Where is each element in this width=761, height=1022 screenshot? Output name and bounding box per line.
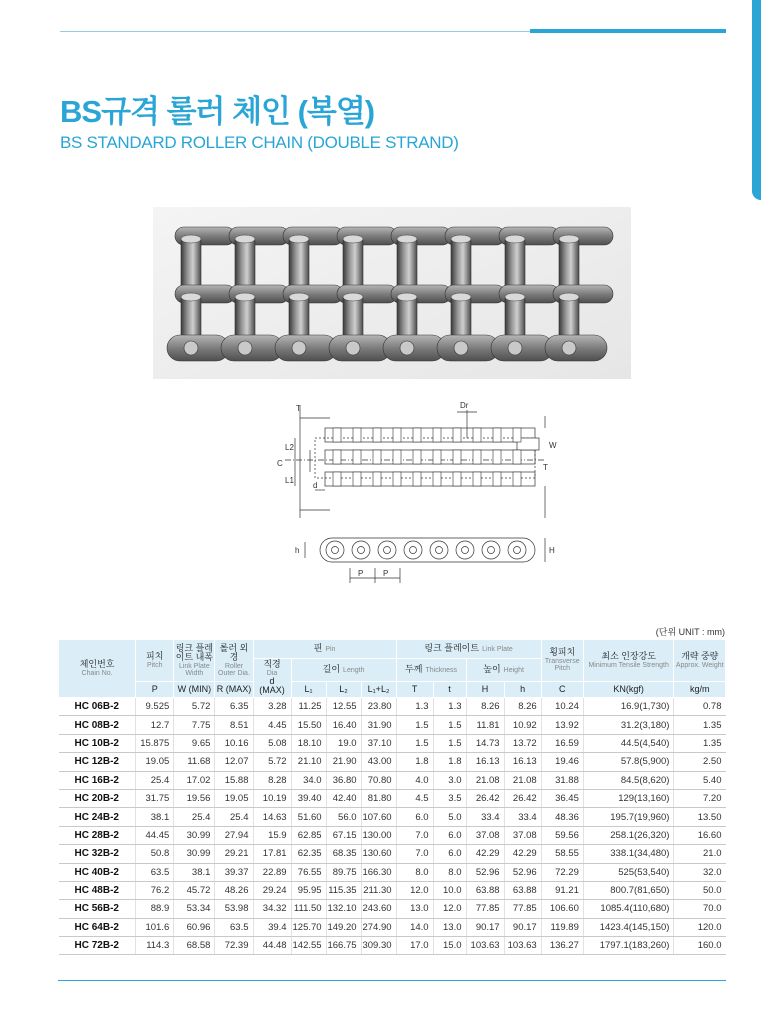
table-cell: 34.0 [291,771,326,789]
table-cell: 15.88 [215,771,253,789]
chain-no-cell: HC 72B-2 [59,937,136,955]
table-cell: 13.0 [396,900,433,918]
drawing-label-w: W [549,441,557,450]
table-cell: 107.60 [361,808,396,826]
chain-no-cell: HC 28B-2 [59,826,136,844]
table-cell: 39.40 [291,789,326,807]
table-row [59,918,726,936]
table-cell: 15.9 [253,826,291,844]
col-header-pitch-sym: P [136,682,174,698]
table-cell: 9.65 [174,734,215,752]
table-cell: 8.26 [466,698,504,716]
chain-no-cell: HC 56B-2 [59,900,136,918]
table-cell: 30.99 [174,845,215,863]
drawing-label-d: d [313,481,318,490]
drawing-label-h-small: h [295,546,300,555]
table-cell: 89.75 [326,863,361,881]
table-cell: 18.10 [291,734,326,752]
table-cell: 1.8 [433,753,466,771]
table-cell: 30.99 [174,826,215,844]
page-title-english: BS STANDARD ROLLER CHAIN (DOUBLE STRAND) [60,133,459,152]
table-cell: 1.35 [674,734,726,752]
col-header-pin-dia: 직경 Dia d (MAX) [253,659,291,698]
table-cell: 4.45 [253,716,291,734]
col-header-weight-sym: kg/m [674,682,726,698]
table-cell: 57.8(5,900) [583,753,674,771]
col-header-pin-length: 길이 Length [291,659,396,682]
side-tab-marker [752,0,761,200]
drawing-label-p2: P [383,569,389,578]
table-cell: 5.08 [253,734,291,752]
table-cell: 7.75 [174,716,215,734]
table-cell: 9.525 [136,698,174,716]
table-cell: 8.28 [253,771,291,789]
table-cell: 15.875 [136,734,174,752]
table-cell: 309.30 [361,937,396,955]
table-row [59,900,726,918]
drawing-label-l2: L2 [285,443,294,452]
table-row [59,771,726,789]
col-header-thickness: 두께 Thickness [396,659,466,682]
col-header-pitch: 피치 Pitch [136,640,174,682]
table-cell: 525(53,540) [583,863,674,881]
table-cell: 21.10 [291,753,326,771]
drawing-label-t-bottom: T [543,463,548,472]
table-cell: 76.2 [136,881,174,899]
chain-no-cell: HC 48B-2 [59,881,136,899]
col-header-H: H [466,682,504,698]
table-cell: 6.0 [433,826,466,844]
table-cell: 12.07 [215,753,253,771]
col-header-t: t [433,682,466,698]
unit-note: (단위 UNIT : mm) [655,627,725,637]
table-cell: 14.73 [466,734,504,752]
table-cell: 37.08 [466,826,504,844]
page-title-korean: BS규격 롤러 체인 (복열) [60,94,375,129]
table-cell: 12.7 [136,716,174,734]
table-cell: 63.88 [466,881,504,899]
table-cell: 29.24 [253,881,291,899]
table-bottom-rule [58,980,726,981]
table-cell: 62.35 [291,845,326,863]
table-cell: 52.96 [504,863,541,881]
chain-no-cell: HC 64B-2 [59,918,136,936]
header-rule [60,31,530,32]
table-cell: 38.1 [136,808,174,826]
table-cell: 4.0 [396,771,433,789]
table-cell: 1.3 [396,698,433,716]
table-cell: 56.0 [326,808,361,826]
table-cell: 103.63 [466,937,504,955]
table-cell: 3.28 [253,698,291,716]
table-cell: 338.1(34,480) [583,845,674,863]
table-cell: 45.72 [174,881,215,899]
chain-no-cell: HC 08B-2 [59,716,136,734]
table-cell: 68.58 [174,937,215,955]
table-cell: 63.5 [136,863,174,881]
table-cell: 53.34 [174,900,215,918]
table-cell: 90.17 [504,918,541,936]
col-header-width-sym: W (MIN) [174,682,215,698]
table-cell: 8.26 [504,698,541,716]
table-row [59,845,726,863]
drawing-label-c: C [277,459,283,468]
table-cell: 26.42 [504,789,541,807]
table-cell: 1.35 [674,716,726,734]
chain-no-cell: HC 12B-2 [59,753,136,771]
table-cell: 5.40 [674,771,726,789]
table-cell: 48.26 [215,881,253,899]
table-cell: 114.3 [136,937,174,955]
chain-photo [153,207,631,379]
table-row [59,753,726,771]
table-cell: 50.0 [674,881,726,899]
table-cell: 10.24 [541,698,583,716]
table-row [59,863,726,881]
table-cell: 16.9(1,730) [583,698,674,716]
table-cell: 11.25 [291,698,326,716]
table-cell: 51.60 [291,808,326,826]
table-cell: 22.89 [253,863,291,881]
table-cell: 274.90 [361,918,396,936]
table-cell: 10.92 [504,716,541,734]
chain-no-cell: HC 16B-2 [59,771,136,789]
table-cell: 88.9 [136,900,174,918]
table-cell: 60.96 [174,918,215,936]
table-cell: 77.85 [504,900,541,918]
table-cell: 129(13,160) [583,789,674,807]
table-cell: 25.4 [215,808,253,826]
table-cell: 132.10 [326,900,361,918]
drawing-label-p1: P [358,569,364,578]
table-cell: 36.80 [326,771,361,789]
table-cell: 52.96 [466,863,504,881]
table-cell: 195.7(19,960) [583,808,674,826]
table-cell: 67.15 [326,826,361,844]
table-cell: 63.5 [215,918,253,936]
table-cell: 63.88 [504,881,541,899]
table-cell: 130.00 [361,826,396,844]
table-cell: 16.13 [466,753,504,771]
col-header-link-plate: 링크 플레이트 Link Plate [396,640,541,659]
table-cell: 19.05 [215,789,253,807]
chain-no-cell: HC 10B-2 [59,734,136,752]
table-cell: 77.85 [466,900,504,918]
table-cell: 1.8 [396,753,433,771]
table-cell: 15.0 [433,937,466,955]
col-header-strength-sym: KN(kgf) [583,682,674,698]
table-cell: 120.0 [674,918,726,936]
table-cell: 7.20 [674,789,726,807]
table-cell: 125.70 [291,918,326,936]
table-cell: 95.95 [291,881,326,899]
col-header-l2: L₂ [326,682,361,698]
table-cell: 11.68 [174,753,215,771]
table-row [59,937,726,955]
table-cell: 8.51 [215,716,253,734]
table-cell: 36.45 [541,789,583,807]
col-header-h: h [504,682,541,698]
table-cell: 39.4 [253,918,291,936]
table-cell: 11.81 [466,716,504,734]
chain-no-cell: HC 24B-2 [59,808,136,826]
col-header-roller-sym: R (MAX) [215,682,253,698]
table-cell: 48.36 [541,808,583,826]
table-cell: 10.19 [253,789,291,807]
drawing-label-t-top: T [296,404,301,413]
col-header-width: 링크 플레이트 내폭 Link Plate Width [174,640,215,682]
table-cell: 3.5 [433,789,466,807]
table-cell: 37.10 [361,734,396,752]
table-cell: 115.35 [326,881,361,899]
table-cell: 13.50 [674,808,726,826]
col-header-transverse-pitch: 횡피치 Transverse Pitch [541,640,583,682]
header-accent-bar [530,29,726,33]
table-cell: 31.75 [136,789,174,807]
col-header-tensile-strength: 최소 인장강도 Minimum Tensile Strength [583,640,674,682]
col-header-height: 높이 Height [466,659,541,682]
col-header-chain-no: 체인번호 Chain No. [59,640,136,698]
table-cell: 53.98 [215,900,253,918]
table-cell: 44.45 [136,826,174,844]
table-cell: 13.0 [433,918,466,936]
table-cell: 21.08 [466,771,504,789]
table-cell: 32.0 [674,863,726,881]
table-cell: 68.35 [326,845,361,863]
table-cell: 31.2(3,180) [583,716,674,734]
chain-no-cell: HC 32B-2 [59,845,136,863]
chain-no-cell: HC 40B-2 [59,863,136,881]
table-cell: 31.88 [541,771,583,789]
chain-no-cell: HC 06B-2 [59,698,136,716]
table-cell: 17.02 [174,771,215,789]
table-cell: 136.27 [541,937,583,955]
table-cell: 8.0 [396,863,433,881]
spec-table [58,639,726,955]
table-cell: 23.80 [361,698,396,716]
table-cell: 1085.4(110,680) [583,900,674,918]
table-cell: 90.17 [466,918,504,936]
table-cell: 12.55 [326,698,361,716]
table-row [59,716,726,734]
table-cell: 8.0 [433,863,466,881]
table-cell: 84.5(8,620) [583,771,674,789]
table-cell: 39.37 [215,863,253,881]
table-cell: 119.89 [541,918,583,936]
col-header-l1: L₁ [291,682,326,698]
table-cell: 42.40 [326,789,361,807]
table-cell: 27.94 [215,826,253,844]
table-cell: 21.90 [326,753,361,771]
table-cell: 43.00 [361,753,396,771]
table-cell: 81.80 [361,789,396,807]
table-cell: 59.56 [541,826,583,844]
table-cell: 6.0 [396,808,433,826]
table-cell: 15.50 [291,716,326,734]
table-cell: 1.5 [433,734,466,752]
table-cell: 142.55 [291,937,326,955]
table-cell: 42.29 [466,845,504,863]
drawing-label-h-big: H [549,546,555,555]
table-cell: 0.78 [674,698,726,716]
table-cell: 25.4 [136,771,174,789]
table-cell: 37.08 [504,826,541,844]
table-cell: 76.55 [291,863,326,881]
table-cell: 258.1(26,320) [583,826,674,844]
table-cell: 33.4 [504,808,541,826]
table-cell: 6.0 [433,845,466,863]
table-cell: 7.0 [396,845,433,863]
table-cell: 16.40 [326,716,361,734]
table-cell: 14.63 [253,808,291,826]
table-cell: 1.5 [433,716,466,734]
table-cell: 19.0 [326,734,361,752]
table-cell: 111.50 [291,900,326,918]
table-cell: 19.56 [174,789,215,807]
table-cell: 17.81 [253,845,291,863]
table-row [59,789,726,807]
table-cell: 26.42 [466,789,504,807]
table-cell: 101.6 [136,918,174,936]
table-cell: 14.0 [396,918,433,936]
table-cell: 16.59 [541,734,583,752]
table-cell: 62.85 [291,826,326,844]
table-cell: 3.0 [433,771,466,789]
table-cell: 19.05 [136,753,174,771]
table-cell: 33.4 [466,808,504,826]
table-cell: 91.21 [541,881,583,899]
table-cell: 12.0 [433,900,466,918]
table-cell: 31.90 [361,716,396,734]
chain-no-cell: HC 20B-2 [59,789,136,807]
table-cell: 17.0 [396,937,433,955]
col-header-pin: 핀 Pin [253,640,396,659]
table-cell: 12.0 [396,881,433,899]
table-cell: 103.63 [504,937,541,955]
table-cell: 1.5 [396,734,433,752]
table-cell: 1423.4(145,150) [583,918,674,936]
table-cell: 38.1 [174,863,215,881]
table-cell: 6.35 [215,698,253,716]
col-header-T: T [396,682,433,698]
dimension-drawing [255,398,575,590]
table-cell: 106.60 [541,900,583,918]
table-cell: 72.39 [215,937,253,955]
table-cell: 211.30 [361,881,396,899]
table-cell: 21.08 [504,771,541,789]
table-cell: 7.0 [396,826,433,844]
col-header-weight: 개략 중량 Approx. Weight [674,640,726,682]
table-cell: 5.72 [174,698,215,716]
table-cell: 800.7(81,650) [583,881,674,899]
table-cell: 70.80 [361,771,396,789]
table-cell: 166.30 [361,863,396,881]
table-cell: 13.72 [504,734,541,752]
table-cell: 130.60 [361,845,396,863]
table-cell: 50.8 [136,845,174,863]
table-cell: 10.16 [215,734,253,752]
table-cell: 1.5 [396,716,433,734]
table-cell: 29.21 [215,845,253,863]
table-cell: 243.60 [361,900,396,918]
table-cell: 58.55 [541,845,583,863]
table-cell: 44.48 [253,937,291,955]
table-cell: 160.0 [674,937,726,955]
table-cell: 70.0 [674,900,726,918]
col-header-transverse-sym: C [541,682,583,698]
drawing-label-dr: Dr [460,401,469,410]
table-cell: 21.0 [674,845,726,863]
table-cell: 10.0 [433,881,466,899]
table-cell: 5.72 [253,753,291,771]
drawing-label-l1: L1 [285,476,294,485]
table-row [59,698,726,716]
table-cell: 5.0 [433,808,466,826]
table-row [59,826,726,844]
table-cell: 19.46 [541,753,583,771]
table-row [59,734,726,752]
table-cell: 1.3 [433,698,466,716]
table-cell: 166.75 [326,937,361,955]
table-row [59,881,726,899]
table-cell: 42.29 [504,845,541,863]
table-cell: 4.5 [396,789,433,807]
col-header-l1l2: L₁+L₂ [361,682,396,698]
table-cell: 25.4 [174,808,215,826]
col-header-roller: 롤러 외경 Roller Outer Dia. [215,640,253,682]
table-cell: 44.5(4,540) [583,734,674,752]
table-cell: 16.13 [504,753,541,771]
table-cell: 1797.1(183,260) [583,937,674,955]
table-cell: 34.32 [253,900,291,918]
table-cell: 72.29 [541,863,583,881]
table-cell: 149.20 [326,918,361,936]
table-cell: 13.92 [541,716,583,734]
table-cell: 2.50 [674,753,726,771]
table-cell: 16.60 [674,826,726,844]
table-row [59,808,726,826]
